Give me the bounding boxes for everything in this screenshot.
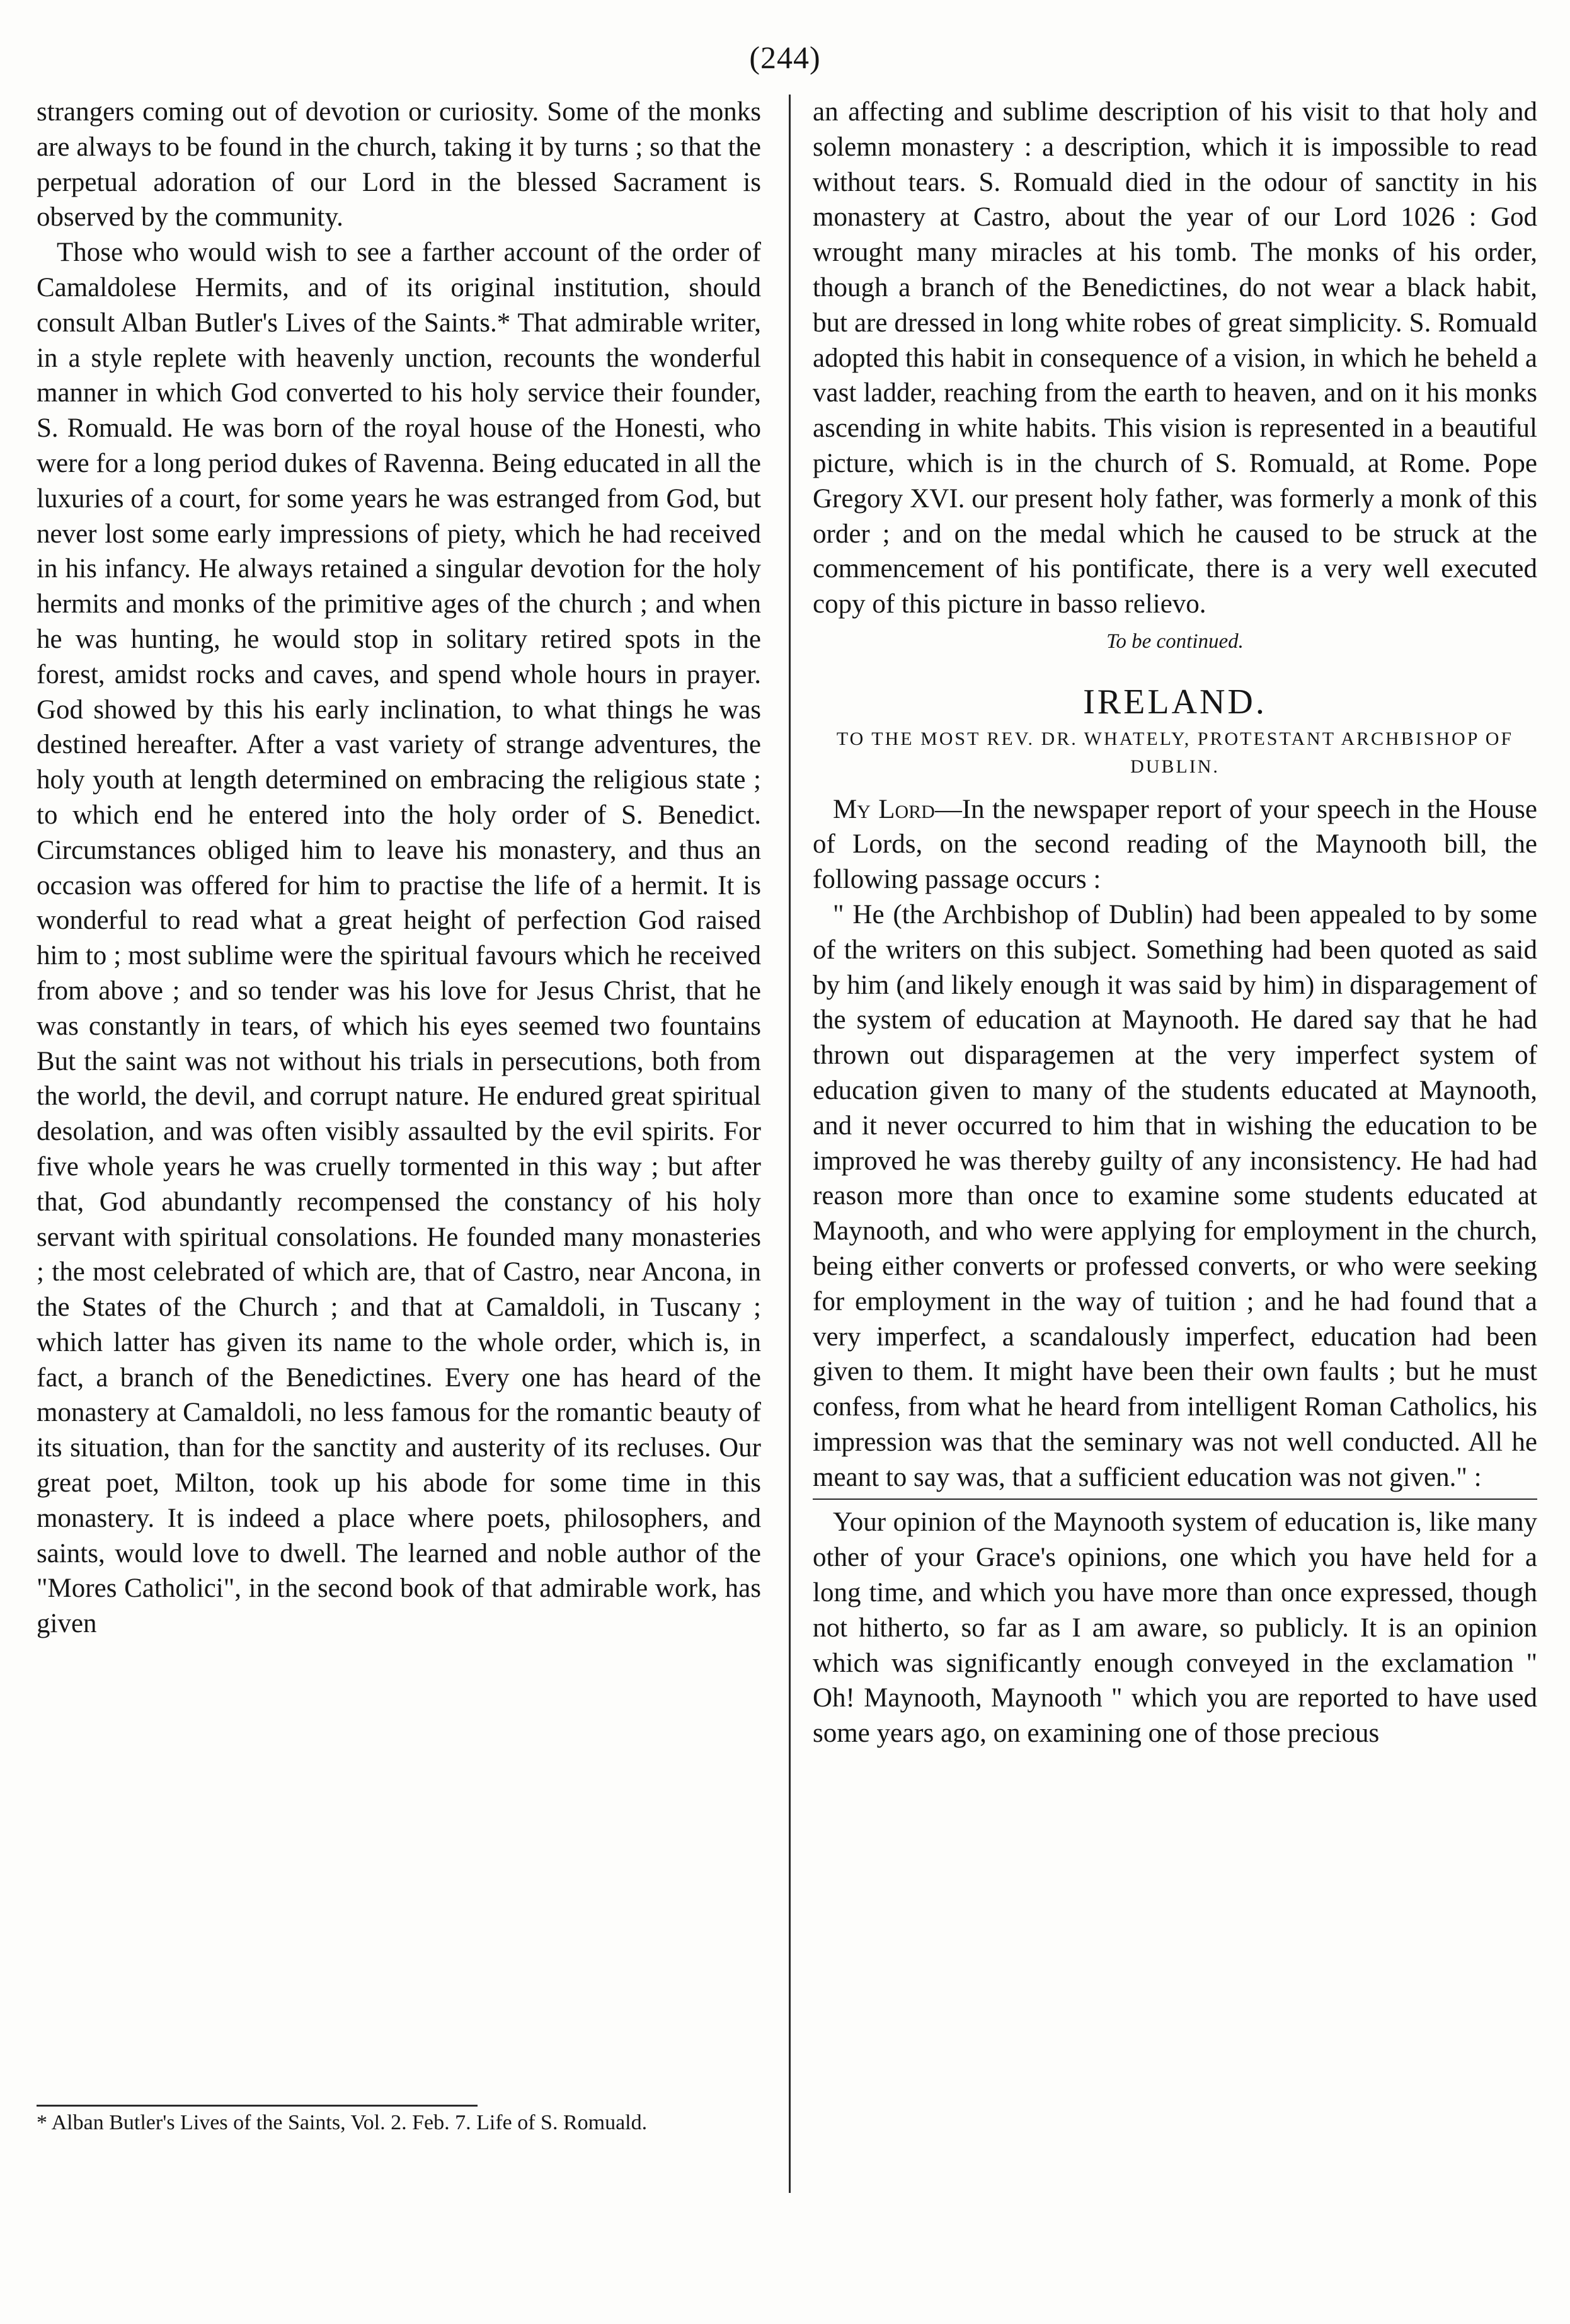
letter-opening-text: —In the newspaper report of your speech in the House of Lords, on the second reading of the Maynooth bill, the following passage occurs : (813, 794, 1537, 895)
footnote: * Alban Butler's Lives of the Saints, Vol. 2. Feb. 7. Life of S. Romuald. (37, 2111, 648, 2134)
left-paragraph-1: strangers coming out of devotion or curiosity. Some of the monks are always to be found in the church, taking it by turns ; so that the perpetual adoration of our Lord in the blessed Sacrament is observed by the community. (37, 97, 761, 233)
section-heading: IRELAND. (1083, 682, 1267, 722)
letter-opening-paragraph (813, 792, 1537, 897)
left-column (37, 95, 761, 2168)
page-number: (244) (749, 40, 821, 75)
quoted-passage: " He (the Archbishop of Dublin) had been appealed to by some of the writers on this subject. Something had been quoted as said by him (and likely enough it was said by him) in disparagement of the system of education at Maynooth. He dared say that he had thrown out disparagemen at the very imperfect system of education given to many of the students educated at Maynooth, and it never occurred to him that in wishing the education to be improved he was thereby guilty of any inconsistency. He had had reason more than once to examine some students educated at Maynooth, and who were applying for employment in the church, being either converts or professed converts, or who were seeking for employment in the way of tuition ; and he had found that a very imperfect, a scandalously imperfect, education had been given to them. It might have been their own faults ; but he must confess, from what he heard from intelligent Roman Catholics, his impression was that the seminary was not well conducted. All he meant to say was, that a sufficient education was not given." : (813, 899, 1537, 1492)
column-divider (789, 95, 791, 2193)
right-column (813, 95, 1537, 2250)
left-paragraph-2: Those who would wish to see a farther account of the order of Camaldolese Hermits, and of its original institution, should consult Alban Butler's Lives of the Saints.* That admirable writer, in a style replete with heavenly unction, recounts the wonderful manner in which God converted to his holy service their founder, S. Romuald. He was born of the royal house of the Honesti, who were for a long period dukes of Ravenna. Being educated in all the luxuries of a court, for some years he was estranged from God, but never lost some early impressions of piety, which he had received in his infancy. He always retained a singular devotion for the holy hermits and monks of the primitive ages of the church ; and when he was hunting, he would stop in solitary retired spots in the forest, amidst rocks and caves, and spend whole hours in prayer. God showed by this his early inclination, to what things he was destined hereafter. After a vast variety of strange adventures, the holy youth at length determined on embracing the religious state ; to which end he entered into the holy order of S. Benedict. Circumstances obliged him to leave his monastery, and thus an occasion was offered for him to practise the life of a hermit. It is wonderful to read what a great height of perfection God raised him to ; most sublime were the spiritual favours which he received from above ; and so tender was his love for Jesus Christ, that he was constantly in tears, of which his eyes seemed two fountains But the saint was not without his trials in persecutions, both from the world, the devil, and corrupt nature. He endured great spiritual desolation, and was often visibly assaulted by the evil spirits. For five whole years he was cruelly tormented in this way ; but after that, God abundantly recompensed the constancy of his holy servant with spiritual consolations. He founded many monasteries ; the most celebrated of which are, that of Castro, near Ancona, in the States of the Church ; and that at Camaldoli, in Tuscany ; which latter has given its name to the whole order, which is, in fact, a branch of the Benedictines. Every one has heard of the monastery at Camaldoli, no less famous for the romantic beauty of its situation, than for the sanctity and austerity of its recluses. Our great poet, Milton, took up his abode for some time in this monastery. It is indeed a place where poets, philosophers, and saints, would love to dwell. The learned and noble author of the "Mores Catholici", in the second book of that admirable work, has given (37, 238, 761, 1639)
letter-closing-paragraph: Your opinion of the Maynooth system of education is, like many other of your Grace's opinions, one which you have held for a long time, and which you have more than once expressed, though not hitherto, so far as I am aware, so publicly. It is an opinion which was significantly enough conveyed in the exclamation " Oh! Maynooth, Maynooth " which you are reported to have used some years ago, on examining one of those precious (813, 1507, 1537, 1749)
quote-divider (813, 1499, 1537, 1500)
letter-address: TO THE MOST REV. DR. WHATELY, PROTESTANT ARCHBISHOP OF DUBLIN. (836, 728, 1514, 777)
to-be-continued: To be continued. (1106, 630, 1244, 653)
salutation: My Lord (833, 794, 935, 824)
footnote-rule (37, 2105, 478, 2107)
article-continuation: an affecting and sublime description of his visit to that holy and solemn monastery : a description, which it is impossible to read without tears. S. Romuald died in the odour of sanctity in his monastery at Castro, about the year of our Lord 1026 : God wrought many miracles at his tomb. The monks of his order, though a branch of the Benedictines, do not wear a black habit, but are dressed in long white robes of great simplicity. S. Romuald adopted this habit in consequence of a vision, in which he beheld a vast ladder, reaching from the earth to heaven, and on it his monks ascending in white habits. This vision is represented in a beautiful picture, which is in the church of S. Romuald, at Rome. Pope Gregory XVI. our present holy father, was formerly a monk of this order ; and on the medal which he caused to be struck at the commencement of his pontificate, there is a very well executed copy of this picture in basso relievo. (813, 97, 1537, 619)
